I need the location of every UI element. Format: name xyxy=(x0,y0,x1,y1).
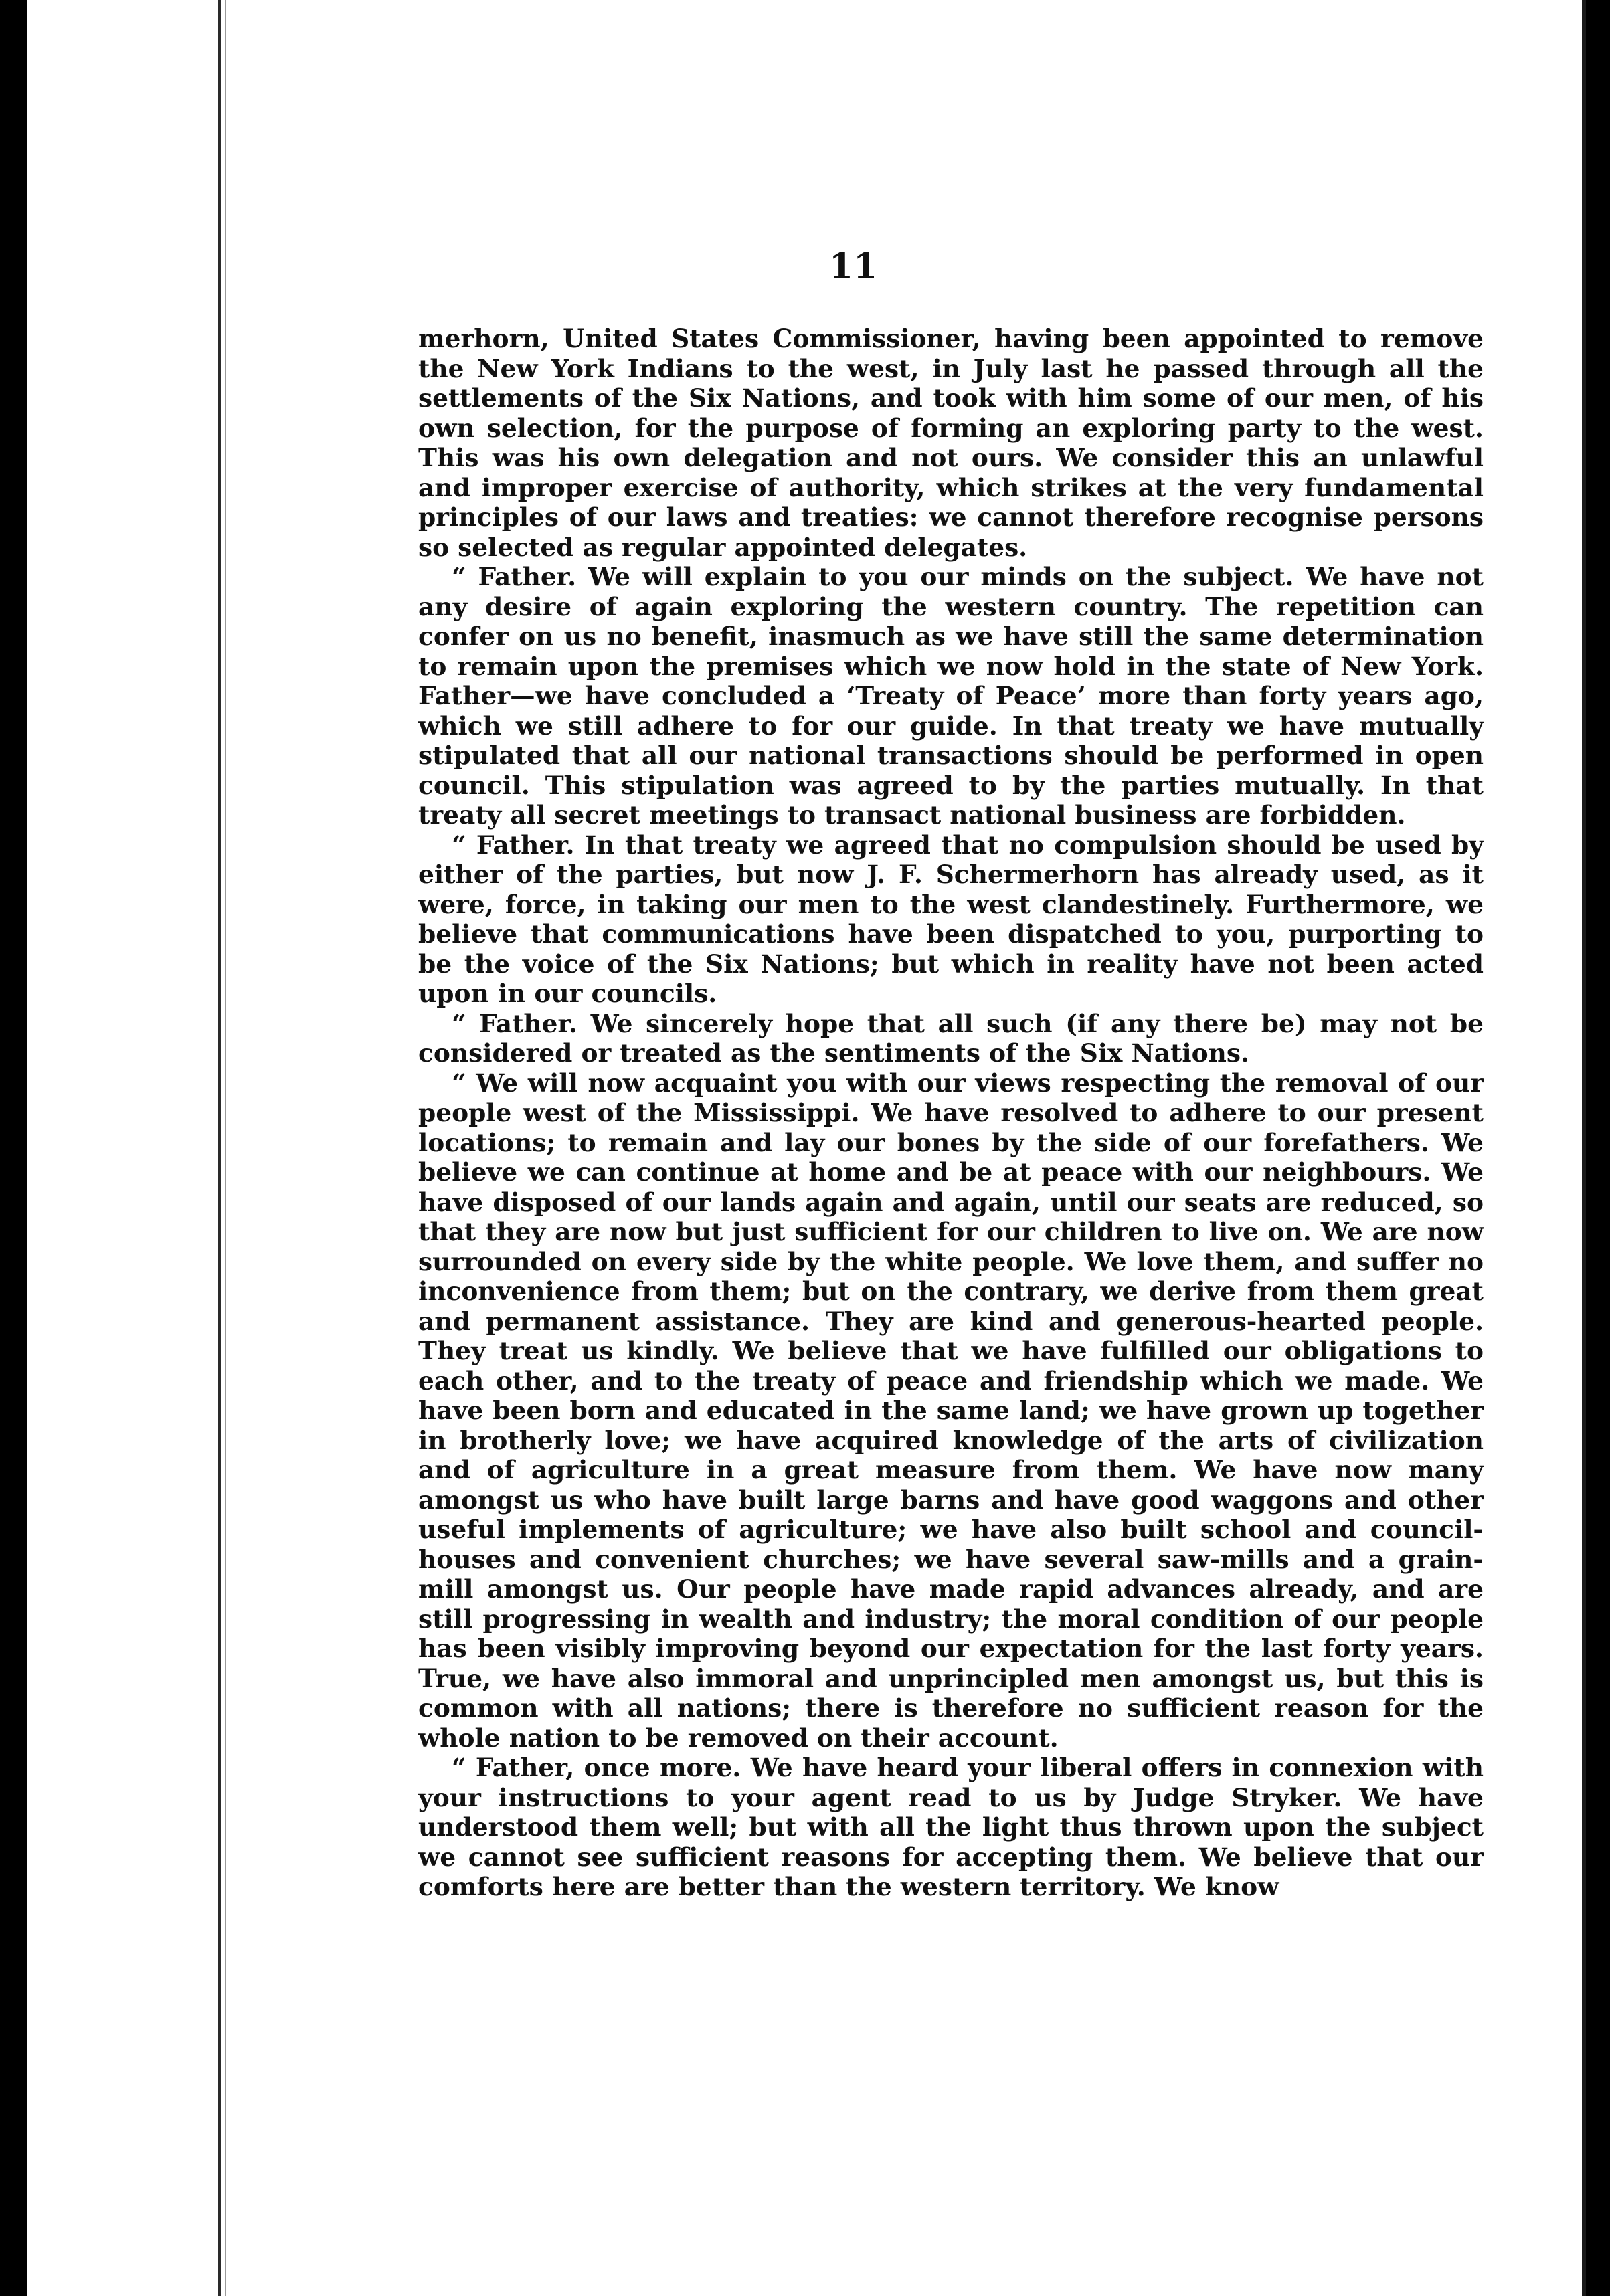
paragraph: “ Father, once more. We have heard your liberal offers in connexion with your instructions to your agent read to us by Judge Stryker. We have understood them well; but with all the light thus thrown upon the subject we cannot see sufficient reasons for accepting them. We believe that our comforts here are better than the western territory. We know xyxy=(418,1753,1484,1901)
paragraph: “ Father. In that treaty we agreed that no compulsion should be used by either of the parties, but now J. F. Schermerhorn has already used, as it were, force, in taking our men to the west clandestinely. Furthermore, we believe that communications have been dispatched to you, purporting to be the voice of the Six Nations; but which in reality have not been acted upon in our councils. xyxy=(418,830,1484,1008)
paragraph: merhorn, United States Commissioner, having been appointed to remove the New York Indians to the west, in July last he passed through all the settlements of the Six Nations, and took with him some of our men, of his own selection, for the purpose of forming an exploring party to the west. This was his own delegation and not ours. We consider this an unlawful and improper exercise of authority, which strikes at the very fundamental principles of our laws and treaties: we cannot therefore recognise persons so selected as regular appointed delegates. xyxy=(418,324,1484,562)
page-sheet xyxy=(27,0,1586,2296)
body-text xyxy=(418,324,1484,1902)
binding-gutter-shadow xyxy=(225,0,226,2296)
paragraph: “ Father. We will explain to you our minds on the subject. We have not any desire of again exploring the western country. The repetition can confer on us no benefit, inasmuch as we have still the same determination to remain upon the premises which we now hold in the state of New York. Father—we have concluded a ‘Treaty of Peace’ more than forty years ago, which we still adhere to for our guide. In that treaty we have mutually stipulated that all our national transactions should be performed in open council. This stipulation was agreed to by the parties mutually. In that treaty all secret meetings to transact national business are forbidden. xyxy=(418,562,1484,830)
page-number: 11 xyxy=(828,246,878,287)
paragraph: “ We will now acquaint you with our views respecting the removal of our people west of the Mississippi. We have resolved to adhere to our present locations; to remain and lay our bones by the side of our forefathers. We believe we can continue at home and be at peace with our neighbours. We have disposed of our lands again and again, until our seats are reduced, so that they are now but just sufficient for our children to live on. We are now surrounded on every side by the white people. We love them, and suffer no inconvenience from them; but on the contrary, we derive from them great and permanent assistance. They are kind and generous-hearted people. They treat us kindly. We believe that we have fulfilled our obligations to each other, and to the treaty of peace and friendship which we made. We have been born and educated in the same land; we have grown up together in brotherly love; we have acquired knowledge of the arts of civilization and of agriculture in a great measure from them. We have now many amongst us who have built large barns and have good waggons and other useful implements of agriculture; we have also built school and council-houses and convenient churches; we have several saw-mills and a grain-mill amongst us. Our people have made rapid advances already, and are still progressing in wealth and industry; the moral condition of our people has been visibly improving beyond our expectation for the last forty years. True, we have also immoral and unprincipled men amongst us, but this is common with all nations; there is therefore no sufficient reason for the whole nation to be removed on their account. xyxy=(418,1068,1484,1753)
binding-gutter-line xyxy=(218,0,221,2296)
paragraph: “ Father. We sincerely hope that all such (if any there be) may not be considered or treated as the sentiments of the Six Nations. xyxy=(418,1008,1484,1068)
page-right-edge xyxy=(1582,0,1586,2296)
